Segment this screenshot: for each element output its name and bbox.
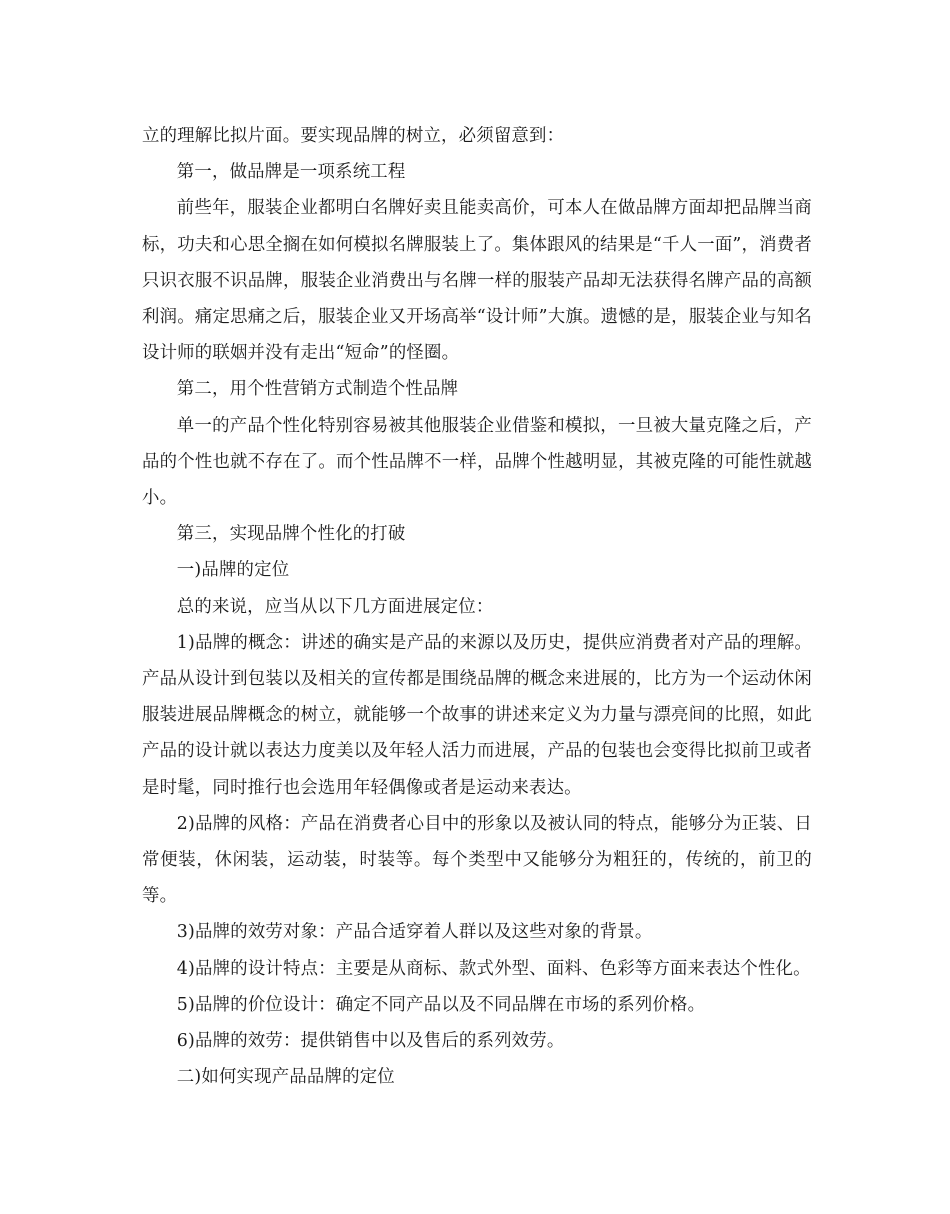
list-item-design: 4)品牌的设计特点：主要是从商标、款式外型、面料、色彩等方面来表达个性化。 <box>176 958 811 979</box>
paragraph-brand-history: 前些年，服装企业都明白名牌好卖且能卖高价，可本人在做品牌方面却把品牌当商标，功夫和心思全搁在如何模拟名牌服装上了。集体跟风的结果是“千人一面”，消费者只识衣服不识品牌，服装企业消费出与名牌一样的服装产品却无法获得名牌产品的高额利润。痛定思痛之后，服装企业又开场高举“设计师”大旗。遗憾的是，服装企业与知名设计师的联姻并没有走出“短命”的怪圈。 <box>142 198 812 364</box>
list-item-concept: 1)品牌的概念：讲述的确实是产品的来源以及历史，提供应消费者对产品的理解。产品从设计到包装以及相关的宣传都是围绕品牌的概念来进展的，比方为一个运动休闲服装进展品牌概念的树立，就能够一个故事的讲述来定义为力量与漂亮间的比照，如此产品的设计就以表达力度美以及年轻人活力而进展，产品的包装也会变得比拟前卫或者是时髦，同时推行也会选用年轻偶像或者是运动来表达。 <box>142 632 812 798</box>
subheading-how-to-position: 二)如何实现产品品牌的定位 <box>176 1067 395 1088</box>
document-body <box>142 118 812 1095</box>
list-item-target: 3)品牌的效劳对象：产品合适穿着人群以及这些对象的背景。 <box>176 922 653 943</box>
section-heading-third: 第三，实现品牌个性化的打破 <box>176 524 406 545</box>
paragraph-brand-personality: 单一的产品个性化特别容易被其他服装企业借鉴和模拟，一旦被大量克隆之后，产品的个性也就不存在了。而个性品牌不一样，品牌个性越明显，其被克隆的可能性就越小。 <box>142 415 812 509</box>
paragraph-positioning-intro: 总的来说，应当从以下几方面进展定位： <box>176 596 494 617</box>
subheading-positioning: 一)品牌的定位 <box>176 560 290 581</box>
list-item-style: 2)品牌的风格：产品在消费者心目中的形象以及被认同的特点，能够分为正装、日常便装，休闲装，运动装，时装等。每个类型中又能够分为粗狂的，传统的，前卫的等。 <box>142 813 812 907</box>
paragraph-continuation: 立的理解比拟片面。要实现品牌的树立，必须留意到： <box>142 126 565 146</box>
section-heading-first: 第一，做品牌是一项系统工程 <box>176 162 406 183</box>
list-item-pricing: 5)品牌的价位设计：确定不同产品以及不同品牌在市场的系列价格。 <box>176 994 706 1015</box>
list-item-service: 6)品牌的效劳：提供销售中以及售后的系列效劳。 <box>176 1031 565 1052</box>
section-heading-second: 第二，用个性营销方式制造个性品牌 <box>176 379 459 400</box>
